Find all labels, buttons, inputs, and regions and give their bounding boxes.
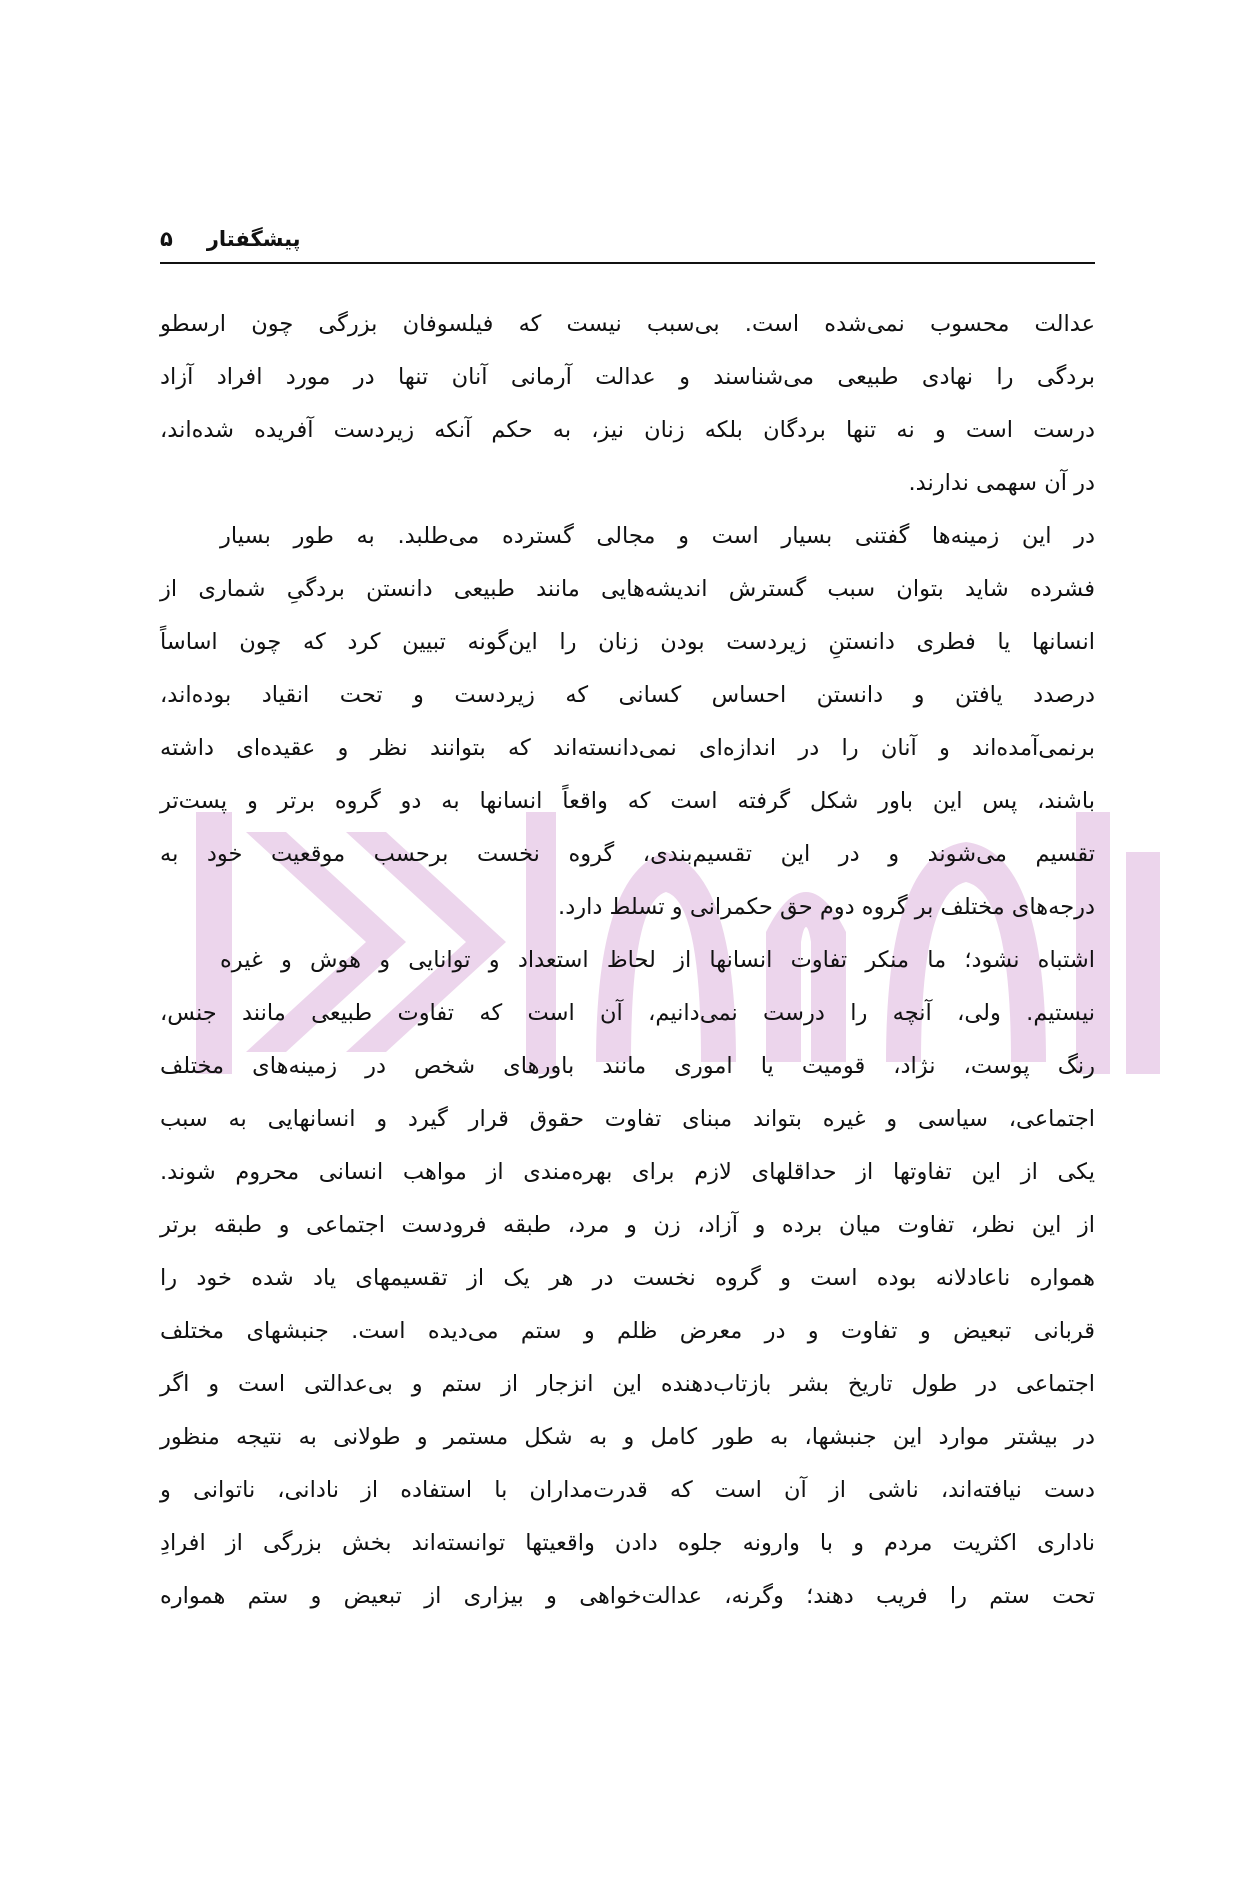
text-line: در آن سهمی ندارند. bbox=[908, 470, 1095, 496]
text-line: از این نظر، تفاوت میان برده و آزاد، زن و مرد، طبقه فرودست اجتماعی و طبقه برتر bbox=[160, 1212, 1095, 1238]
chapter-title: پیشگفتار bbox=[206, 227, 301, 251]
text-line: بردگی را نهادی طبیعی می‌شناسند و عدالت آرمانی آنان تنها در مورد افراد آزاد bbox=[160, 364, 1095, 390]
text-line: قربانی تبعیض و تفاوت و در معرض ظلم و ستم می‌دیده است. جنبشهای مختلف bbox=[160, 1318, 1095, 1344]
text-line: در این زمینه‌ها گفتنی بسیار است و مجالی گسترده می‌طلبد. به طور بسیار bbox=[220, 523, 1095, 549]
text-line: باشند، پس این باور شکل گرفته است که واقعاً انسانها به دو گروه برتر و پست‌تر bbox=[160, 788, 1095, 814]
text-line: فشرده شاید بتوان سبب گسترش اندیشه‌هایی مانند طبیعی دانستن بردگیِ شماری از bbox=[160, 576, 1095, 602]
text-line: در بیشتر موارد این جنبشها، به طور کامل و به شکل مستمر و طولانی به نتیجه منظور bbox=[160, 1424, 1095, 1450]
text-line: دست نیافته‌اند، ناشی از آن است که قدرت‌مداران با استفاده از نادانی، ناتوانی و bbox=[160, 1477, 1095, 1503]
text-line: اشتباه نشود؛ ما منکر تفاوت انسانها از لحاظ استعداد و توانایی و هوش و غیره bbox=[220, 947, 1095, 973]
text-line: رنگ پوست، نژاد، قومیت یا اموری مانند باورهای شخص در زمینه‌های مختلف bbox=[160, 1053, 1095, 1079]
text-line: یکی از این تفاوتها از حداقلهای لازم برای بهره‌مندی از مواهب انسانی محروم شوند. bbox=[160, 1159, 1095, 1185]
text-line: اجتماعی، سیاسی و غیره بتواند مبنای تفاوت حقوق قرار گیرد و انسانهایی به سبب bbox=[160, 1106, 1095, 1132]
text-line: ناداری اکثریت مردم و با وارونه جلوه دادن واقعیتها توانسته‌اند بخش بزرگی از افرادِ bbox=[160, 1530, 1095, 1556]
text-line: برنمی‌آمده‌اند و آنان را در اندازه‌ای نمی‌دانسته‌اند که بتوانند نظر و عقیده‌ای داشته bbox=[160, 735, 1095, 761]
text-line: عدالت محسوب نمی‌شده است. بی‌سبب نیست که فیلسوفان بزرگی چون ارسطو bbox=[160, 311, 1095, 337]
text-line: درجه‌های مختلف بر گروه دوم حق حکمرانی و تسلط دارد. bbox=[558, 894, 1095, 920]
text-line: اجتماعی در طول تاریخ بشر بازتاب‌دهنده این انزجار از ستم و بی‌عدالتی است و اگر bbox=[160, 1371, 1095, 1397]
text-line: انسانها یا فطری دانستنِ زیردست بودن زنان را این‌گونه تبیین کرد که چون اساساً bbox=[160, 629, 1095, 655]
text-line: تقسیم می‌شوند و در این تقسیم‌بندی، گروه نخست برحسب موقعیت خود به bbox=[160, 841, 1095, 867]
text-line: همواره ناعادلانه بوده است و گروه نخست در هر یک از تقسیمهای یاد شده خود را bbox=[160, 1265, 1095, 1291]
text-line: درست است و نه تنها بردگان بلکه زنان نیز، به حکم آنکه زیردست آفریده شده‌اند، bbox=[160, 417, 1095, 443]
text-line: نیستیم. ولی، آنچه را درست نمی‌دانیم، آن است که تفاوت طبیعی مانند جنس، bbox=[160, 1000, 1095, 1026]
page-number: ۵ bbox=[160, 227, 173, 251]
running-header bbox=[160, 222, 360, 256]
header-rule bbox=[160, 262, 1095, 264]
text-line: تحت ستم را فریب دهند؛ وگرنه، عدالت‌خواهی و بیزاری از تبعیض و ستم همواره bbox=[160, 1583, 1095, 1609]
text-line: درصدد یافتن و دانستن احساس کسانی که زیردست و تحت انقیاد بوده‌اند، bbox=[160, 682, 1095, 708]
